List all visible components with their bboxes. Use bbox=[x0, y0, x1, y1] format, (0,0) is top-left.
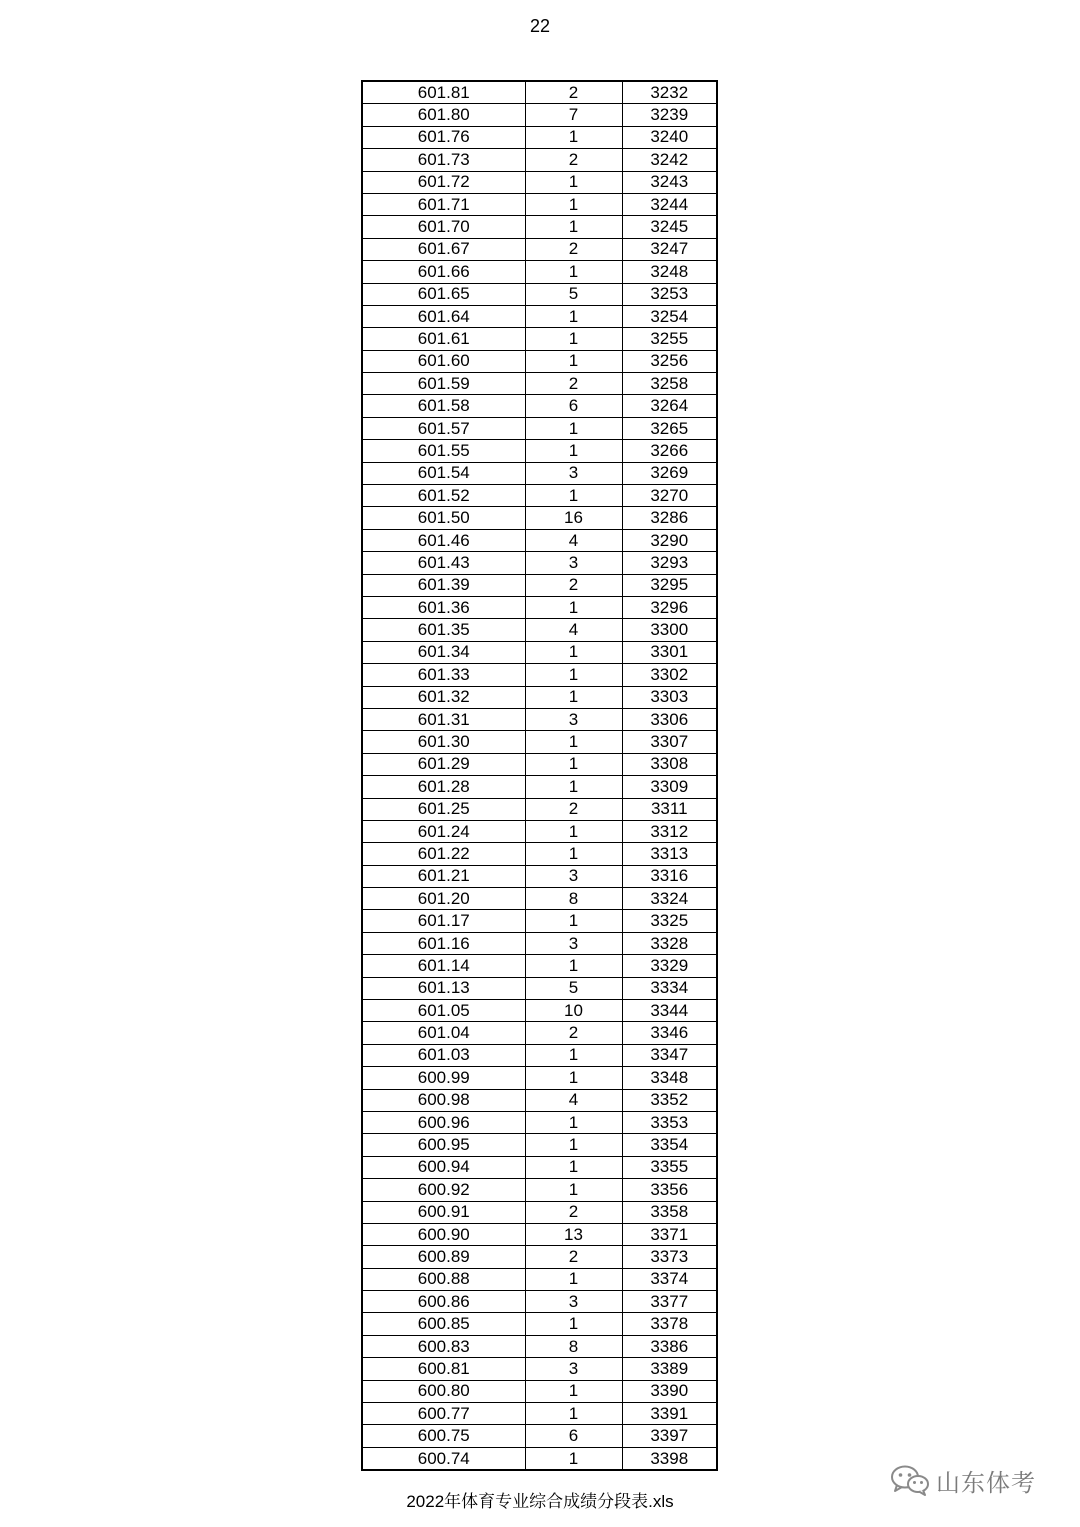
table-row bbox=[362, 126, 717, 148]
cumulative-cell: 3239 bbox=[622, 104, 717, 126]
table-row bbox=[362, 865, 717, 887]
score-cell: 600.86 bbox=[362, 1291, 525, 1313]
count-cell: 1 bbox=[525, 641, 622, 663]
score-cell: 601.05 bbox=[362, 1000, 525, 1022]
cumulative-cell: 3269 bbox=[622, 462, 717, 484]
table-row bbox=[362, 1291, 717, 1313]
count-cell: 6 bbox=[525, 1425, 622, 1447]
cumulative-cell: 3324 bbox=[622, 888, 717, 910]
count-cell: 1 bbox=[525, 1403, 622, 1425]
table-row bbox=[362, 1134, 717, 1156]
table-row bbox=[362, 686, 717, 708]
score-cell: 601.58 bbox=[362, 395, 525, 417]
cumulative-cell: 3306 bbox=[622, 708, 717, 730]
cumulative-cell: 3245 bbox=[622, 216, 717, 238]
table-row bbox=[362, 305, 717, 327]
score-cell: 601.70 bbox=[362, 216, 525, 238]
count-cell: 1 bbox=[525, 1044, 622, 1066]
table-row bbox=[362, 216, 717, 238]
cumulative-cell: 3312 bbox=[622, 820, 717, 842]
count-cell: 16 bbox=[525, 507, 622, 529]
score-cell: 600.89 bbox=[362, 1246, 525, 1268]
count-cell: 1 bbox=[525, 193, 622, 215]
table-row bbox=[362, 664, 717, 686]
cumulative-cell: 3391 bbox=[622, 1403, 717, 1425]
score-cell: 600.95 bbox=[362, 1134, 525, 1156]
cumulative-cell: 3389 bbox=[622, 1358, 717, 1380]
table-row bbox=[362, 843, 717, 865]
cumulative-cell: 3301 bbox=[622, 641, 717, 663]
score-cell: 601.31 bbox=[362, 708, 525, 730]
count-cell: 1 bbox=[525, 485, 622, 507]
cumulative-cell: 3248 bbox=[622, 261, 717, 283]
cumulative-cell: 3354 bbox=[622, 1134, 717, 1156]
score-cell: 601.73 bbox=[362, 149, 525, 171]
score-cell: 600.98 bbox=[362, 1089, 525, 1111]
table-row bbox=[362, 238, 717, 260]
cumulative-cell: 3255 bbox=[622, 328, 717, 350]
cumulative-cell: 3264 bbox=[622, 395, 717, 417]
cumulative-cell: 3377 bbox=[622, 1291, 717, 1313]
table-row bbox=[362, 1067, 717, 1089]
cumulative-cell: 3353 bbox=[622, 1111, 717, 1133]
score-cell: 601.76 bbox=[362, 126, 525, 148]
count-cell: 1 bbox=[525, 328, 622, 350]
score-cell: 601.34 bbox=[362, 641, 525, 663]
footer-filename: 2022年体育专业综合成绩分段表.xls bbox=[406, 1492, 674, 1511]
table-row bbox=[362, 373, 717, 395]
score-cell: 601.24 bbox=[362, 820, 525, 842]
score-cell: 601.72 bbox=[362, 171, 525, 193]
table-row bbox=[362, 641, 717, 663]
score-cell: 601.57 bbox=[362, 417, 525, 439]
cumulative-cell: 3243 bbox=[622, 171, 717, 193]
table-row bbox=[362, 350, 717, 372]
cumulative-cell: 3311 bbox=[622, 798, 717, 820]
cumulative-cell: 3334 bbox=[622, 977, 717, 999]
score-cell: 601.33 bbox=[362, 664, 525, 686]
count-cell: 1 bbox=[525, 776, 622, 798]
table-row bbox=[362, 1358, 717, 1380]
cumulative-cell: 3313 bbox=[622, 843, 717, 865]
cumulative-cell: 3303 bbox=[622, 686, 717, 708]
count-cell: 2 bbox=[525, 798, 622, 820]
count-cell: 7 bbox=[525, 104, 622, 126]
score-cell: 601.66 bbox=[362, 261, 525, 283]
table-row bbox=[362, 1022, 717, 1044]
table-row bbox=[362, 283, 717, 305]
score-cell: 601.22 bbox=[362, 843, 525, 865]
count-cell: 1 bbox=[525, 843, 622, 865]
cumulative-cell: 3325 bbox=[622, 910, 717, 932]
score-cell: 600.85 bbox=[362, 1313, 525, 1335]
cumulative-cell: 3344 bbox=[622, 1000, 717, 1022]
table-row bbox=[362, 529, 717, 551]
table-row bbox=[362, 485, 717, 507]
score-cell: 601.64 bbox=[362, 305, 525, 327]
score-cell: 601.25 bbox=[362, 798, 525, 820]
score-cell: 601.28 bbox=[362, 776, 525, 798]
cumulative-cell: 3352 bbox=[622, 1089, 717, 1111]
score-cell: 601.80 bbox=[362, 104, 525, 126]
cumulative-cell: 3254 bbox=[622, 305, 717, 327]
count-cell: 1 bbox=[525, 261, 622, 283]
count-cell: 1 bbox=[525, 417, 622, 439]
table-row bbox=[362, 1201, 717, 1223]
count-cell: 1 bbox=[525, 731, 622, 753]
count-cell: 2 bbox=[525, 1022, 622, 1044]
table-row bbox=[362, 1313, 717, 1335]
score-table-body bbox=[362, 81, 717, 1470]
cumulative-cell: 3300 bbox=[622, 619, 717, 641]
table-row bbox=[362, 798, 717, 820]
cumulative-cell: 3329 bbox=[622, 955, 717, 977]
cumulative-cell: 3232 bbox=[622, 81, 717, 104]
score-cell: 601.04 bbox=[362, 1022, 525, 1044]
count-cell: 1 bbox=[525, 1268, 622, 1290]
count-cell: 2 bbox=[525, 1201, 622, 1223]
cumulative-cell: 3309 bbox=[622, 776, 717, 798]
count-cell: 1 bbox=[525, 1156, 622, 1178]
score-cell: 601.30 bbox=[362, 731, 525, 753]
score-cell: 600.96 bbox=[362, 1111, 525, 1133]
table-row bbox=[362, 149, 717, 171]
cumulative-cell: 3307 bbox=[622, 731, 717, 753]
table-row bbox=[362, 1111, 717, 1133]
count-cell: 3 bbox=[525, 865, 622, 887]
count-cell: 1 bbox=[525, 820, 622, 842]
score-table bbox=[361, 80, 718, 1471]
table-row bbox=[362, 1223, 717, 1245]
count-cell: 3 bbox=[525, 1291, 622, 1313]
score-cell: 600.92 bbox=[362, 1179, 525, 1201]
score-cell: 601.43 bbox=[362, 552, 525, 574]
count-cell: 1 bbox=[525, 596, 622, 618]
table-row bbox=[362, 1380, 717, 1402]
cumulative-cell: 3355 bbox=[622, 1156, 717, 1178]
table-row bbox=[362, 910, 717, 932]
cumulative-cell: 3356 bbox=[622, 1179, 717, 1201]
cumulative-cell: 3371 bbox=[622, 1223, 717, 1245]
count-cell: 1 bbox=[525, 1111, 622, 1133]
cumulative-cell: 3247 bbox=[622, 238, 717, 260]
score-cell: 601.13 bbox=[362, 977, 525, 999]
table-row bbox=[362, 776, 717, 798]
count-cell: 2 bbox=[525, 238, 622, 260]
count-cell: 2 bbox=[525, 373, 622, 395]
cumulative-cell: 3296 bbox=[622, 596, 717, 618]
count-cell: 1 bbox=[525, 1313, 622, 1335]
score-cell: 601.29 bbox=[362, 753, 525, 775]
score-cell: 601.46 bbox=[362, 529, 525, 551]
table-row bbox=[362, 1000, 717, 1022]
count-cell: 1 bbox=[525, 753, 622, 775]
table-row bbox=[362, 820, 717, 842]
table-row bbox=[362, 261, 717, 283]
count-cell: 2 bbox=[525, 574, 622, 596]
cumulative-cell: 3258 bbox=[622, 373, 717, 395]
score-cell: 600.91 bbox=[362, 1201, 525, 1223]
cumulative-cell: 3256 bbox=[622, 350, 717, 372]
cumulative-cell: 3308 bbox=[622, 753, 717, 775]
count-cell: 6 bbox=[525, 395, 622, 417]
cumulative-cell: 3295 bbox=[622, 574, 717, 596]
table-row bbox=[362, 1268, 717, 1290]
score-cell: 600.99 bbox=[362, 1067, 525, 1089]
table-row bbox=[362, 440, 717, 462]
table-row bbox=[362, 1425, 717, 1447]
table-row bbox=[362, 596, 717, 618]
cumulative-cell: 3346 bbox=[622, 1022, 717, 1044]
count-cell: 1 bbox=[525, 350, 622, 372]
table-row bbox=[362, 977, 717, 999]
table-row bbox=[362, 462, 717, 484]
cumulative-cell: 3240 bbox=[622, 126, 717, 148]
cumulative-cell: 3397 bbox=[622, 1425, 717, 1447]
count-cell: 1 bbox=[525, 216, 622, 238]
count-cell: 3 bbox=[525, 708, 622, 730]
table-row bbox=[362, 1179, 717, 1201]
count-cell: 1 bbox=[525, 305, 622, 327]
score-cell: 600.88 bbox=[362, 1268, 525, 1290]
count-cell: 1 bbox=[525, 1380, 622, 1402]
cumulative-cell: 3398 bbox=[622, 1447, 717, 1470]
cumulative-cell: 3348 bbox=[622, 1067, 717, 1089]
cumulative-cell: 3293 bbox=[622, 552, 717, 574]
count-cell: 1 bbox=[525, 1179, 622, 1201]
score-cell: 600.77 bbox=[362, 1403, 525, 1425]
count-cell: 1 bbox=[525, 440, 622, 462]
cumulative-cell: 3242 bbox=[622, 149, 717, 171]
cumulative-cell: 3253 bbox=[622, 283, 717, 305]
table-row bbox=[362, 552, 717, 574]
table-row bbox=[362, 1156, 717, 1178]
table-row bbox=[362, 1447, 717, 1470]
table-row bbox=[362, 708, 717, 730]
score-cell: 601.36 bbox=[362, 596, 525, 618]
cumulative-cell: 3265 bbox=[622, 417, 717, 439]
table-row bbox=[362, 1335, 717, 1357]
cumulative-cell: 3244 bbox=[622, 193, 717, 215]
score-cell: 601.59 bbox=[362, 373, 525, 395]
score-cell: 601.55 bbox=[362, 440, 525, 462]
count-cell: 13 bbox=[525, 1223, 622, 1245]
watermark-text: 山东体考 bbox=[936, 1469, 1036, 1497]
score-cell: 601.52 bbox=[362, 485, 525, 507]
score-cell: 601.35 bbox=[362, 619, 525, 641]
score-cell: 600.81 bbox=[362, 1358, 525, 1380]
score-cell: 601.61 bbox=[362, 328, 525, 350]
score-cell: 601.39 bbox=[362, 574, 525, 596]
cumulative-cell: 3328 bbox=[622, 932, 717, 954]
score-cell: 600.94 bbox=[362, 1156, 525, 1178]
score-cell: 601.20 bbox=[362, 888, 525, 910]
cumulative-cell: 3316 bbox=[622, 865, 717, 887]
count-cell: 10 bbox=[525, 1000, 622, 1022]
cumulative-cell: 3390 bbox=[622, 1380, 717, 1402]
score-cell: 601.03 bbox=[362, 1044, 525, 1066]
count-cell: 1 bbox=[525, 910, 622, 932]
count-cell: 3 bbox=[525, 932, 622, 954]
count-cell: 2 bbox=[525, 149, 622, 171]
table-row bbox=[362, 1044, 717, 1066]
cumulative-cell: 3358 bbox=[622, 1201, 717, 1223]
table-row bbox=[362, 888, 717, 910]
score-cell: 601.17 bbox=[362, 910, 525, 932]
count-cell: 8 bbox=[525, 888, 622, 910]
count-cell: 1 bbox=[525, 955, 622, 977]
score-cell: 601.54 bbox=[362, 462, 525, 484]
count-cell: 1 bbox=[525, 664, 622, 686]
table-row bbox=[362, 81, 717, 104]
table-row bbox=[362, 731, 717, 753]
count-cell: 1 bbox=[525, 686, 622, 708]
count-cell: 1 bbox=[525, 1447, 622, 1470]
score-cell: 600.75 bbox=[362, 1425, 525, 1447]
cumulative-cell: 3266 bbox=[622, 440, 717, 462]
table-row bbox=[362, 955, 717, 977]
cumulative-cell: 3302 bbox=[622, 664, 717, 686]
score-cell: 601.16 bbox=[362, 932, 525, 954]
table-row bbox=[362, 1246, 717, 1268]
count-cell: 2 bbox=[525, 81, 622, 104]
score-cell: 601.50 bbox=[362, 507, 525, 529]
score-cell: 600.80 bbox=[362, 1380, 525, 1402]
cumulative-cell: 3290 bbox=[622, 529, 717, 551]
table-row bbox=[362, 507, 717, 529]
table-row bbox=[362, 171, 717, 193]
table-row bbox=[362, 104, 717, 126]
score-cell: 601.65 bbox=[362, 283, 525, 305]
count-cell: 1 bbox=[525, 171, 622, 193]
count-cell: 3 bbox=[525, 1358, 622, 1380]
table-row bbox=[362, 574, 717, 596]
count-cell: 8 bbox=[525, 1335, 622, 1357]
score-cell: 601.60 bbox=[362, 350, 525, 372]
score-cell: 600.90 bbox=[362, 1223, 525, 1245]
cumulative-cell: 3373 bbox=[622, 1246, 717, 1268]
score-cell: 600.74 bbox=[362, 1447, 525, 1470]
table-row bbox=[362, 619, 717, 641]
table-row bbox=[362, 395, 717, 417]
count-cell: 3 bbox=[525, 552, 622, 574]
table-row bbox=[362, 1403, 717, 1425]
cumulative-cell: 3347 bbox=[622, 1044, 717, 1066]
count-cell: 1 bbox=[525, 1134, 622, 1156]
score-cell: 600.83 bbox=[362, 1335, 525, 1357]
score-cell: 601.71 bbox=[362, 193, 525, 215]
cumulative-cell: 3374 bbox=[622, 1268, 717, 1290]
count-cell: 5 bbox=[525, 283, 622, 305]
count-cell: 1 bbox=[525, 126, 622, 148]
table-row bbox=[362, 1089, 717, 1111]
count-cell: 1 bbox=[525, 1067, 622, 1089]
table-row bbox=[362, 753, 717, 775]
count-cell: 4 bbox=[525, 529, 622, 551]
count-cell: 4 bbox=[525, 1089, 622, 1111]
cumulative-cell: 3270 bbox=[622, 485, 717, 507]
cumulative-cell: 3386 bbox=[622, 1335, 717, 1357]
cumulative-cell: 3378 bbox=[622, 1313, 717, 1335]
cumulative-cell: 3286 bbox=[622, 507, 717, 529]
count-cell: 4 bbox=[525, 619, 622, 641]
table-row bbox=[362, 328, 717, 350]
score-cell: 601.67 bbox=[362, 238, 525, 260]
count-cell: 2 bbox=[525, 1246, 622, 1268]
table-row bbox=[362, 417, 717, 439]
page-number: 22 bbox=[529, 16, 551, 36]
score-cell: 601.21 bbox=[362, 865, 525, 887]
score-cell: 601.32 bbox=[362, 686, 525, 708]
score-cell: 601.14 bbox=[362, 955, 525, 977]
table-row bbox=[362, 193, 717, 215]
count-cell: 5 bbox=[525, 977, 622, 999]
count-cell: 3 bbox=[525, 462, 622, 484]
table-row bbox=[362, 932, 717, 954]
score-cell: 601.81 bbox=[362, 81, 525, 104]
